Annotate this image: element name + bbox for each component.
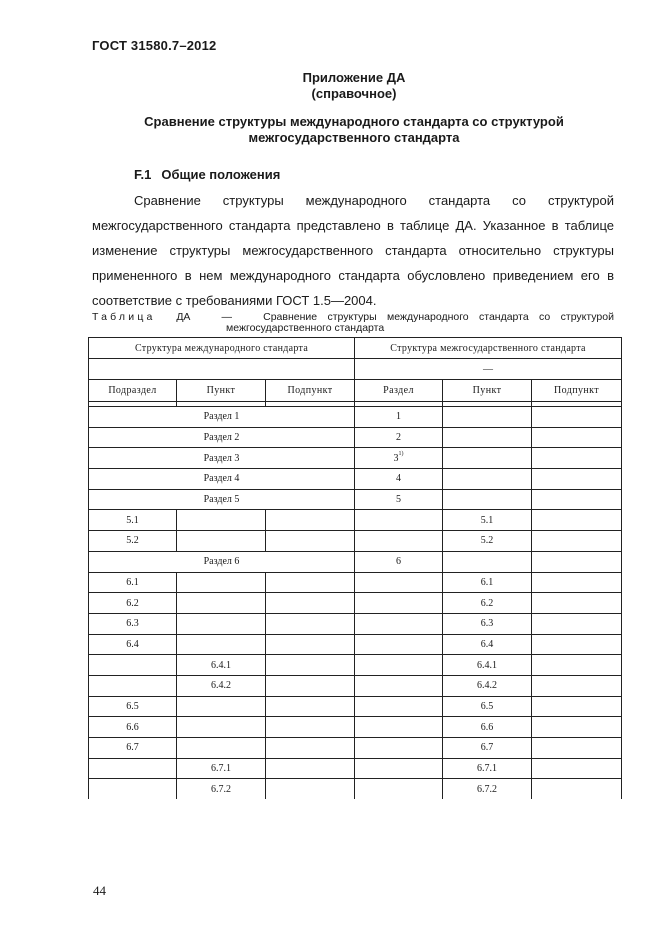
st-subitem-cell [532, 675, 622, 696]
st-subitem-cell [532, 469, 622, 490]
st-item-cell [443, 469, 532, 490]
intl-subitem-cell [266, 531, 355, 552]
st-subitem-cell [532, 758, 622, 779]
paragraph-line: межгосударственного стандарта представлено в таблице ДА. Указанное в таблице [92, 218, 614, 233]
intl-item-cell: 6.7.1 [177, 758, 266, 779]
st-section-cell [355, 489, 443, 510]
intl-subsection-cell: 6.6 [89, 717, 177, 738]
col-header-intl-item: Пункт [177, 380, 266, 402]
intl-subsection-cell: 6.2 [89, 593, 177, 614]
st-subitem-cell [532, 551, 622, 572]
st-item-cell: 6.4.2 [443, 675, 532, 696]
intl-item-cell: 6.7.2 [177, 779, 266, 799]
intl-item-cell: 6.4.2 [177, 675, 266, 696]
st-item-cell: 5.2 [443, 531, 532, 552]
st-section-cell [355, 407, 443, 428]
intl-item-cell [177, 613, 266, 634]
intl-subitem-cell [266, 634, 355, 655]
st-section-value: 4 [396, 473, 402, 485]
col-header-st-section: Раздел [355, 380, 443, 402]
st-section-value: 3 [393, 452, 399, 464]
st-section-cell [355, 448, 443, 469]
appendix-title: Приложение ДА [302, 70, 406, 85]
table-row [89, 489, 622, 510]
col-header-st-subitem: Подпункт [532, 380, 622, 402]
st-section-value: 1 [396, 411, 402, 423]
intl-subsection-cell [89, 675, 177, 696]
intl-subsection-cell: 6.4 [89, 634, 177, 655]
st-section-value: 5 [396, 494, 402, 506]
header-interstate-structure: Структура межгосударственного стандарта [355, 338, 622, 359]
section-number: F.1 [134, 167, 152, 182]
intl-section-cell: Раздел 4 [89, 469, 355, 490]
st-subitem-cell [532, 655, 622, 676]
intl-subsection-cell: 6.3 [89, 613, 177, 634]
table-body [89, 407, 622, 800]
appendix-heading-line2: межгосударственного стандарта [248, 130, 460, 145]
st-subitem-cell [532, 448, 622, 469]
table-row [89, 469, 622, 490]
intl-section-cell: Раздел 1 [89, 407, 355, 428]
col-header-intl-subitem: Подпункт [266, 380, 355, 402]
st-subitem-cell [532, 696, 622, 717]
col-header-intl-subsection: Подраздел [89, 380, 177, 402]
caption-text-line1: Сравнение структуры международного стандарта со структурой [263, 311, 614, 323]
intl-subitem-cell [266, 675, 355, 696]
st-section-cell [355, 613, 443, 634]
intl-item-cell [177, 696, 266, 717]
intl-item-cell [177, 593, 266, 614]
st-item-cell: 5.1 [443, 510, 532, 531]
st-section-cell [355, 675, 443, 696]
st-section-cell [355, 593, 443, 614]
st-section-value: 2 [396, 432, 402, 444]
intl-subsection-cell: 6.1 [89, 572, 177, 593]
intl-subitem-cell [266, 655, 355, 676]
intl-item-cell [177, 531, 266, 552]
intl-subitem-cell [266, 738, 355, 759]
st-item-cell: 6.4.1 [443, 655, 532, 676]
intl-section-cell: Раздел 6 [89, 551, 355, 572]
intl-item-cell: 6.4.1 [177, 655, 266, 676]
footnote-marker: 1) [398, 450, 404, 457]
st-subitem-cell [532, 779, 622, 799]
st-section-cell [355, 551, 443, 572]
document-code: ГОСТ 31580.7–2012 [92, 38, 217, 53]
intl-item-cell [177, 572, 266, 593]
table-row [89, 427, 622, 448]
table-row [89, 551, 622, 572]
intl-subsection-cell [89, 758, 177, 779]
header-intl-structure: Структура международного стандарта [89, 338, 355, 359]
section-title: Общие положения [161, 167, 281, 182]
st-subitem-cell [532, 738, 622, 759]
table-row [89, 448, 622, 469]
table-row [89, 531, 622, 552]
intl-subsection-cell: 5.2 [89, 531, 177, 552]
st-section-cell [355, 510, 443, 531]
table-row [89, 593, 622, 614]
intl-subsection-cell: 5.1 [89, 510, 177, 531]
table-row [89, 779, 622, 799]
table-caption [92, 312, 614, 334]
appendix-subtitle: (справочное) [311, 86, 397, 101]
table-column-header-row [89, 380, 622, 402]
st-subitem-cell [532, 613, 622, 634]
st-item-cell [443, 489, 532, 510]
st-section-value: 6 [396, 556, 402, 568]
st-section-cell [355, 634, 443, 655]
st-subitem-cell [532, 427, 622, 448]
intl-section-cell: Раздел 3 [89, 448, 355, 469]
st-subitem-cell [532, 572, 622, 593]
table-row [89, 675, 622, 696]
table-standard-id-row [89, 359, 622, 380]
st-subitem-cell [532, 717, 622, 738]
intl-item-cell [177, 717, 266, 738]
table-group-header-row [89, 338, 622, 359]
intl-section-cell: Раздел 5 [89, 489, 355, 510]
intl-item-cell [177, 634, 266, 655]
intl-subitem-cell [266, 696, 355, 717]
st-section-cell [355, 531, 443, 552]
st-subitem-cell [532, 634, 622, 655]
st-item-cell: 6.2 [443, 593, 532, 614]
st-subitem-cell [532, 531, 622, 552]
intl-item-cell [177, 738, 266, 759]
st-section-cell [355, 779, 443, 799]
intl-subitem-cell [266, 572, 355, 593]
table-row [89, 717, 622, 738]
table-row [89, 655, 622, 676]
caption-label: Таблица [92, 311, 156, 323]
intl-subsection-cell [89, 779, 177, 799]
st-item-cell: 6.7 [443, 738, 532, 759]
caption-dash: — [221, 311, 233, 323]
st-item-cell: 6.7.1 [443, 758, 532, 779]
intl-subsection-cell: 6.7 [89, 738, 177, 759]
paragraph-line: соответствие с требованиями ГОСТ 1.5—2004. [92, 293, 377, 308]
table-row [89, 738, 622, 759]
intl-item-cell [177, 510, 266, 531]
intl-subitem-cell [266, 717, 355, 738]
comparison-table [88, 337, 622, 799]
intl-standard-id-cell [89, 359, 355, 380]
intl-subitem-cell [266, 613, 355, 634]
caption-table-id: ДА [176, 311, 191, 323]
st-item-cell [443, 551, 532, 572]
intl-section-cell: Раздел 2 [89, 427, 355, 448]
st-item-cell: 6.6 [443, 717, 532, 738]
st-section-cell [355, 469, 443, 490]
st-subitem-cell [532, 489, 622, 510]
table-row [89, 696, 622, 717]
st-item-cell [443, 427, 532, 448]
section-heading [134, 167, 280, 182]
table-row [89, 572, 622, 593]
intl-subsection-cell: 6.5 [89, 696, 177, 717]
appendix-heading-line1: Сравнение структуры международного стандарта со структурой [144, 114, 564, 129]
intl-subitem-cell [266, 510, 355, 531]
interstate-standard-id: — [355, 359, 622, 380]
paragraph-line: примененного в нем международного стандарта обусловлено приведением его в [92, 268, 614, 283]
table-row [89, 758, 622, 779]
st-section-cell [355, 717, 443, 738]
appendix-title-block [92, 70, 616, 102]
col-header-st-item: Пункт [443, 380, 532, 402]
st-item-cell [443, 448, 532, 469]
st-item-cell [443, 407, 532, 428]
st-section-cell [355, 572, 443, 593]
st-section-cell [355, 427, 443, 448]
intl-subitem-cell [266, 758, 355, 779]
st-item-cell: 6.4 [443, 634, 532, 655]
st-section-cell [355, 696, 443, 717]
intl-subitem-cell [266, 593, 355, 614]
paragraph-line: Сравнение структуры международного стандарта со структурой [134, 193, 614, 208]
st-section-cell [355, 738, 443, 759]
intl-subitem-cell [266, 779, 355, 799]
caption-text-line2: межгосударственного стандарта [226, 322, 385, 334]
st-subitem-cell [532, 593, 622, 614]
st-item-cell: 6.1 [443, 572, 532, 593]
paragraph-line: изменение структуры межгосударственного стандарта относительно структуры [92, 243, 614, 258]
table-row [89, 510, 622, 531]
st-item-cell: 6.3 [443, 613, 532, 634]
st-subitem-cell [532, 510, 622, 531]
st-item-cell: 6.7.2 [443, 779, 532, 799]
table-row [89, 407, 622, 428]
table-row [89, 613, 622, 634]
appendix-heading [92, 114, 616, 146]
st-section-cell [355, 655, 443, 676]
st-section-cell [355, 758, 443, 779]
intl-subsection-cell [89, 655, 177, 676]
st-item-cell: 6.5 [443, 696, 532, 717]
st-subitem-cell [532, 407, 622, 428]
table-row [89, 634, 622, 655]
page-number: 44 [93, 883, 106, 898]
body-paragraph [92, 188, 614, 313]
